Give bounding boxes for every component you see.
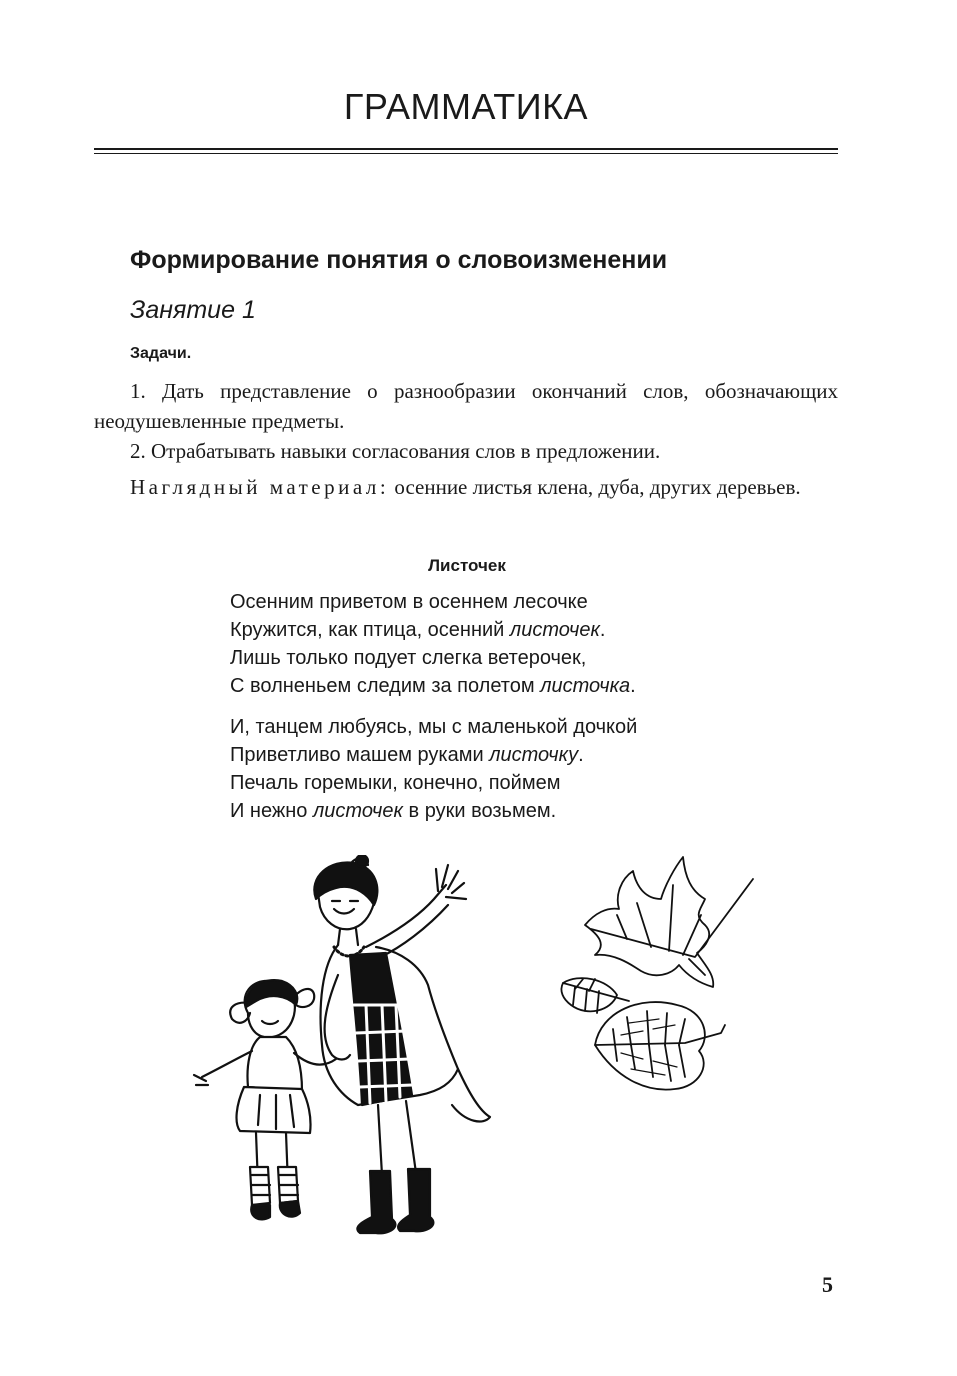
page-number: 5 bbox=[822, 1272, 833, 1297]
poem-line-italic: листочек bbox=[509, 619, 600, 641]
poem-line-after: . bbox=[599, 619, 606, 641]
poem-line-text: Кружится, как птица, осенний bbox=[230, 619, 510, 641]
header-rule-thin bbox=[94, 153, 838, 154]
tasks-label: Задачи. bbox=[130, 345, 192, 362]
poem-line bbox=[230, 713, 637, 741]
poem-line bbox=[230, 644, 636, 672]
poem-line bbox=[230, 672, 636, 700]
poem-title: Листочек bbox=[428, 556, 506, 575]
header-rule-thick bbox=[94, 148, 838, 150]
poem-line-text: И, танцем любуясь, мы с маленькой дочкой bbox=[230, 716, 638, 738]
mother-and-daughter-illustration-icon bbox=[190, 855, 520, 1245]
autumn-leaves-illustration-icon bbox=[555, 855, 765, 1095]
chapter-title: ГРАММАТИКА bbox=[343, 86, 589, 127]
poem-line-text: Лишь только подует слегка ветерочек, bbox=[230, 647, 587, 669]
poem-line bbox=[230, 616, 636, 644]
lesson-title: Занятие 1 bbox=[130, 296, 256, 324]
poem-stanza-2 bbox=[230, 713, 637, 825]
materials-text: осенние листья клена, дуба, других деревьев. bbox=[389, 475, 801, 499]
poem-line-italic: листочка bbox=[540, 675, 631, 697]
poem-line-after: . bbox=[630, 675, 636, 697]
poem-line-text: С волненьем следим за полетом bbox=[230, 675, 541, 697]
materials-paragraph bbox=[94, 472, 838, 502]
poem-line bbox=[230, 769, 637, 797]
poem-line-italic: листочек bbox=[312, 800, 403, 822]
poem-line bbox=[230, 741, 637, 769]
poem-line-text: Осенним приветом в осеннем лесочке bbox=[230, 591, 588, 613]
poem-line-text: Печаль горемыки, конечно, поймем bbox=[230, 772, 561, 794]
poem-stanza-1 bbox=[230, 588, 636, 700]
poem-line-text: Приветливо машем руками bbox=[230, 744, 490, 766]
poem-line-text: И нежно bbox=[230, 800, 313, 822]
materials-label: Наглядный материал: bbox=[130, 475, 390, 499]
poem-line-after: . bbox=[578, 744, 584, 766]
task-2: 2. Отрабатывать навыки согласования слов в предложении. bbox=[130, 439, 661, 463]
poem-line-italic: листочку bbox=[489, 744, 579, 766]
task-1: 1. Дать представление о разнообразии окончаний слов, обозначающих неодушевленные предметы. bbox=[94, 379, 838, 433]
poem-line bbox=[230, 588, 636, 616]
poem-line-after: в руки возьмем. bbox=[402, 800, 557, 822]
poem-line bbox=[230, 797, 637, 825]
section-heading: Формирование понятия о словоизменении bbox=[130, 246, 668, 274]
